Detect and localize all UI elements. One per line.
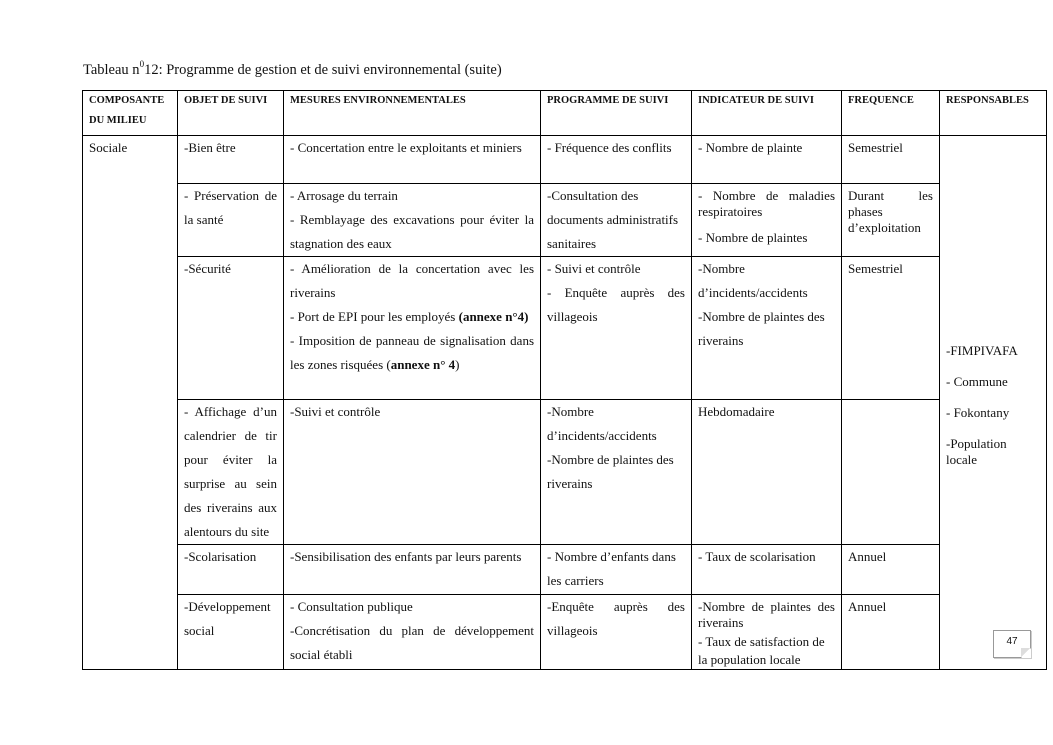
environmental-monitoring-table <box>82 90 1047 670</box>
indicateur-cell: - Nombre de maladies respiratoires - Nombre de plaintes <box>692 184 842 257</box>
programme-cell: - Suivi et contrôle - Enquête auprès des villageois <box>541 257 692 400</box>
table-row <box>83 595 1047 670</box>
header-responsables: RESPONSABLES <box>940 91 1047 136</box>
mesure-cell: - Arrosage du terrain - Remblayage des excavations pour éviter la stagnation des eaux <box>284 184 541 257</box>
objet-cell: -Bien être <box>178 136 284 184</box>
header-indicateur: INDICATEUR DE SUIVI <box>692 91 842 136</box>
responsables-cell <box>940 136 1047 670</box>
responsable-item: - Commune <box>946 373 1008 389</box>
responsable-item: -FIMPIVAFA <box>946 342 1018 358</box>
responsable-item: -Population locale <box>946 435 1007 467</box>
responsable-item: - Fokontany <box>946 404 1010 420</box>
objet-cell: -Développement social <box>178 595 284 670</box>
indicateur-cell: - Nombre de plainte <box>692 136 842 184</box>
table-row <box>83 400 1047 545</box>
page-number: 47 <box>993 630 1031 658</box>
indicateur-cell: -Nombre d’incidents/accidents -Nombre de plaintes des riverains <box>692 257 842 400</box>
indicateur-cell: - Taux de scolarisation <box>692 545 842 595</box>
programme-cell: - Nombre d’enfants dans les carriers <box>541 545 692 595</box>
header-composante: COMPOSANTE DU MILIEU <box>83 91 178 136</box>
frequence-cell: Durant les phases d’exploitation <box>842 184 940 257</box>
frequence-cell: Semestriel <box>842 257 940 400</box>
header-programme: PROGRAMME DE SUIVI <box>541 91 692 136</box>
objet-cell: - Préservation de la santé <box>178 184 284 257</box>
header-row <box>83 91 1047 136</box>
frequence-cell: Annuel <box>842 595 940 670</box>
programme-cell: -Suivi et contrôle <box>284 400 541 545</box>
objet-cell: -Scolarisation <box>178 545 284 595</box>
table-row <box>83 184 1047 257</box>
mesure-cell: - Affichage d’un calendrier de tir pour éviter la surprise au sein des riverains aux alentours du site <box>178 400 284 545</box>
programme-cell: -Enquête auprès des villageois <box>541 595 692 670</box>
indicateur-cell: -Nombre d’incidents/accidents -Nombre de plaintes des riverains <box>541 400 692 545</box>
header-frequence: FREQUENCE <box>842 91 940 136</box>
indicateur-cell: -Nombre de plaintes des riverains - Taux de satisfaction de la population locale <box>692 595 842 670</box>
composante-cell: Sociale <box>83 136 178 670</box>
table-row <box>83 545 1047 595</box>
programme-cell: - Fréquence des conflits <box>541 136 692 184</box>
objet-cell: -Sécurité <box>178 257 284 400</box>
frequence-cell: Hebdomadaire <box>692 400 842 545</box>
mesure-cell: - Consultation publique -Concrétisation du plan de développement social établi <box>284 595 541 670</box>
mesure-cell: - Amélioration de la concertation avec les riverains - Port de EPI pour les employés (annexe n°4) - Imposition de panneau de signalisation dans les zones risquées (annexe n° 4) <box>284 257 541 400</box>
table-row <box>83 136 1047 184</box>
mesure-cell: - Concertation entre le exploitants et miniers <box>284 136 541 184</box>
table-caption: Tableau $n^012$: Programme de gestion et de suivi environnemental (suite) <box>83 59 502 78</box>
table-row <box>83 257 1047 400</box>
mesure-cell: -Sensibilisation des enfants par leurs parents <box>284 545 541 595</box>
frequence-cell: Annuel <box>842 545 940 595</box>
header-mesures: MESURES ENVIRONNEMENTALES <box>284 91 541 136</box>
frequence-cell: Semestriel <box>842 136 940 184</box>
programme-cell: -Consultation des documents administratifs sanitaires <box>541 184 692 257</box>
header-objet: OBJET DE SUIVI <box>178 91 284 136</box>
